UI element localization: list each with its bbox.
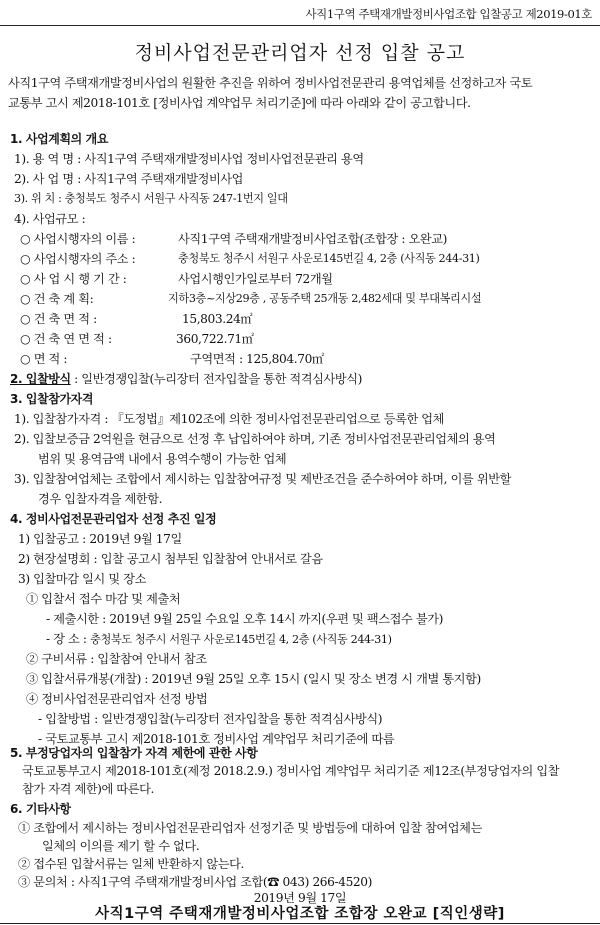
other-2: ② 접수된 입찰서류는 일체 반환하지 않는다. [18,857,244,871]
scale-row-label: ○ 사업시행자의 주소 : [20,252,136,266]
schedule-3-item-1: ① 입찰서 접수 마감 및 제출처 [26,592,181,606]
inquiry-line: ③ 문의처 : 사직1구역 주택재개발정비사업 조합(☎ 043) 266-4520) [18,875,372,889]
section-2-line [10,370,362,387]
schedule-3-item-2: ② 구비서류 : 입찰참여 안내서 참조 [26,652,207,666]
selection-method-1: - 입찰방법 : 일반경쟁입찰(누리장터 전자입찰을 통한 적격심사방식) [38,712,383,726]
eligibility-3: 3). 입찰참여업체는 조합에서 제시하는 입찰참여규정 및 제반조건을 준수하여야 하며, 이를 위반할 [14,472,511,486]
scale-row-label: ○ 사업시행자의 이름 : [20,232,136,246]
scale-row-value: 충청북도 청주시 서원구 사운로145번길 4, 2층 (사직동 244-31) [178,252,480,265]
scale-row-label: ○ 건 축 계 획: [20,292,94,306]
schedule-3-item-3: ③ 입찰서류개봉(개찰) : 2019년 9월 25일 오후 15시 (일시 및 장소 변경 시 개별 통지함) [26,672,481,686]
section-6-heading: 6. 기타사항 [10,802,71,816]
scale-row-value: 360,722.71㎡ [176,332,254,346]
section-5-heading: 5. 부정당업자의 입찰참가 자격 제한에 관한 사항 [10,746,258,760]
schedule-1: 1) 입찰공고 : 2019년 9월 17일 [18,532,182,546]
schedule-3-item-4: ④ 정비사업전문관리업자 선정 방법 [26,692,208,706]
scale-row-label: ○ 건 축 면 적 : [20,312,97,326]
top-rule [0,25,600,26]
project-name: 2). 사 업 명 : 사직1구역 주택재개발정비사업 [14,172,244,186]
bottom-rule [0,923,600,924]
scale-row-label: ○ 면 적 : [20,352,68,366]
section-2-heading: 2. 입찰방식 [10,372,71,386]
section-1-heading: 1. 사업계획의 개요 [10,132,109,146]
scale-row-value: 지하3층~지상29층 , 공동주택 25개동 2,482세대 및 부대복리시설 [168,292,482,305]
page-title: 정비사업전문관리업자 선정 입찰 공고 [134,42,466,64]
other-1-cont: 일체의 이의를 제기 할 수 없다. [42,839,200,853]
scale-row-value: 사직1구역 주택재개발정비사업조합(조합장 : 오완교) [178,232,448,246]
service-name: 1). 용 역 명 : 사직1구역 주택재개발정비사업 정비사업전문관리 용역 [14,152,364,166]
submission-place-label: - 장 소 : [46,632,87,646]
eligibility-3-cont: 경우 입찰자격을 제한함. [38,492,163,506]
scale-row-label: ○ 건 축 연 면 적 : [20,332,112,346]
restriction-line-2: 참가 자격 제한)에 따른다. [22,782,154,796]
submission-deadline: - 제출시한 : 2019년 9월 25일 수요일 오후 14시 까지(우편 및 팩스접수 불가) [46,612,443,626]
scale-row-label: ○ 사 업 시 행 기 간 : [20,272,127,286]
other-1: ① 조합에서 제시하는 정비사업전문관리업자 선정기준 및 방법등에 대하여 입찰 참여업체는 [18,821,482,835]
notice-number: 사직1구역 주택재개발정비사업조합 입찰공고 제2019-01호 [305,7,592,21]
selection-method-2: - 국토교통부 고시 제2018-101호 정비사업 계약업무 처리기준에 따름 [38,732,395,746]
footer: 사직1구역 주택재개발정비사업조합 조합장 오완교 [직인생략] [95,906,505,922]
schedule-3: 3) 입찰마감 일시 및 장소 [18,572,146,586]
schedule-2: 2) 현장설명회 : 입찰 공고시 첨부된 입찰참여 안내서로 갈음 [18,552,323,566]
eligibility-1: 1). 입찰참가자격 : 『도정법』제102조에 의한 정비사업전문관리업으로 등록한 업체 [14,412,445,426]
intro-line-1: 사직1구역 주택재개발정비사업의 원활한 추진을 위하여 정비사업전문관리 용역업체를 선정하고자 국토 [8,76,533,90]
section-4-heading: 4. 정비사업전문관리업자 선정 추진 일정 [10,512,217,526]
scale-row-value: 15,803.24㎡ [182,312,253,326]
notice-date: 2019년 9월 17일 [253,891,347,905]
intro-line-2: 교통부 고시 제2018-101호 [정비사업 계약업무 처리기준]에 따라 아래와 같이 공고합니다. [8,96,471,110]
eligibility-2: 2). 입찰보증금 2억원을 현금으로 선정 후 납입하여야 하며, 기존 정비사업전문관리업체의 용역 [14,432,496,446]
scale-row-value: 사업시행인가일로부터 72개월 [178,272,333,286]
scale-row-value: 구역면적 : 125,804.70㎡ [190,352,324,366]
eligibility-2-cont: 범위 및 용역금액 내에서 용역수행이 가능한 업체 [38,452,287,466]
restriction-line-1: 국토교통부고시 제2018-101호(제정 2018.2.9.) 정비사업 계약업무 처리기준 제12조(부정당업자의 입찰 [22,764,560,778]
submission-place [46,630,392,647]
submission-place-value: 충청북도 청주시 서원구 사운로145번길 4, 2층 (사직동 244-31) [90,633,392,646]
location: 3). 위 치 : 충청북도 청주시 서원구 사직동 247-1번지 일대 [14,192,288,205]
section-3-heading: 3. 입찰참가자격 [10,392,94,406]
project-scale-label: 4). 사업규모 : [14,212,86,226]
bid-method: : 일반경쟁입찰(누리장터 전자입찰을 통한 적격심사방식) [70,372,363,386]
